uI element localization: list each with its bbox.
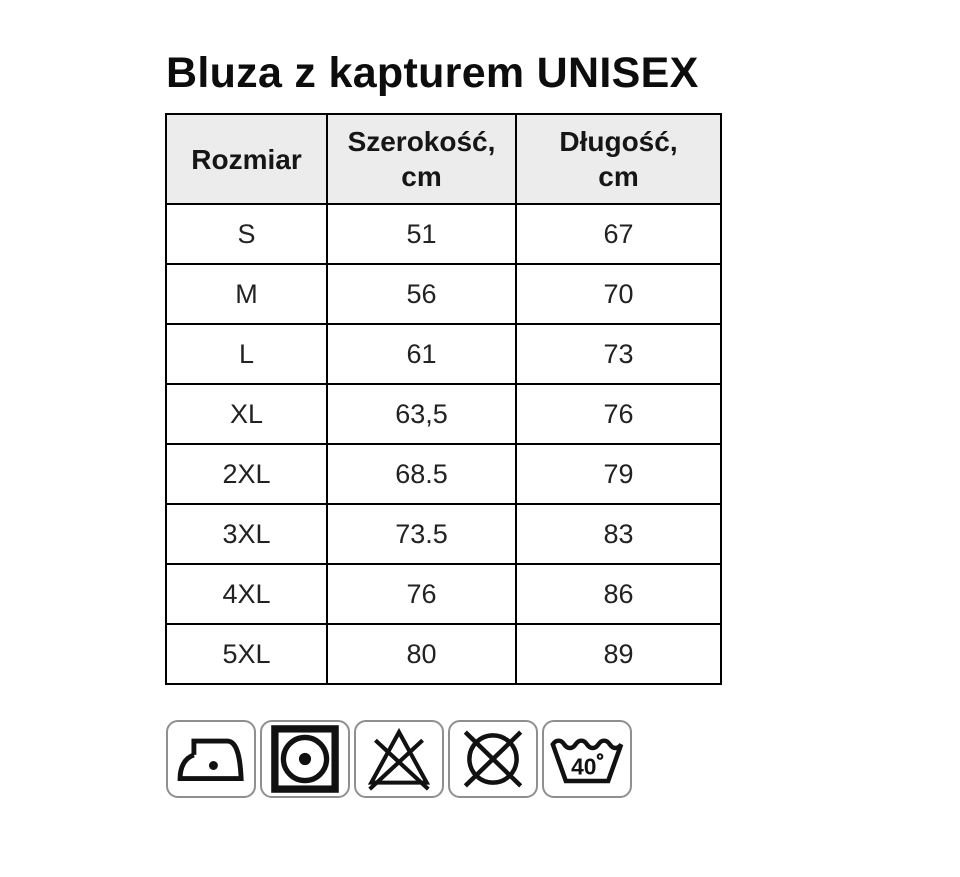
table-row — [166, 264, 721, 324]
size-cell: 3XL — [166, 504, 327, 564]
table-row — [166, 204, 721, 264]
table-row — [166, 624, 721, 684]
width-cell: 73.5 — [327, 504, 516, 564]
width-cell: 68.5 — [327, 444, 516, 504]
table-row — [166, 384, 721, 444]
table-row — [166, 564, 721, 624]
length-cell: 79 — [516, 444, 721, 504]
column-header-length: Długość, cm — [516, 114, 721, 204]
length-cell: 67 — [516, 204, 721, 264]
length-cell: 70 — [516, 264, 721, 324]
length-cell: 76 — [516, 384, 721, 444]
width-cell: 80 — [327, 624, 516, 684]
degree-mark — [598, 754, 603, 759]
care-tile — [448, 720, 538, 798]
width-cell: 51 — [327, 204, 516, 264]
size-cell: XL — [166, 384, 327, 444]
length-cell: 83 — [516, 504, 721, 564]
do-not-bleach-icon — [358, 724, 440, 794]
tumble-dry-one-dot-icon — [264, 724, 346, 794]
column-header-size: Rozmiar — [166, 114, 327, 204]
care-tile — [354, 720, 444, 798]
do-not-dry-clean-icon — [452, 724, 534, 794]
width-cell: 76 — [327, 564, 516, 624]
size-table — [165, 113, 722, 685]
size-cell: 5XL — [166, 624, 327, 684]
column-header-width: Szerokość, cm — [327, 114, 516, 204]
size-cell: S — [166, 204, 327, 264]
size-cell: M — [166, 264, 327, 324]
wash-temp-label: 40 — [571, 753, 597, 780]
size-cell: 2XL — [166, 444, 327, 504]
page-title: Bluza z kapturem UNISEX — [166, 49, 699, 97]
table-row — [166, 504, 721, 564]
width-cell: 56 — [327, 264, 516, 324]
wash-40-degrees-icon — [546, 724, 628, 794]
length-cell: 86 — [516, 564, 721, 624]
length-cell: 89 — [516, 624, 721, 684]
width-cell: 63,5 — [327, 384, 516, 444]
iron-one-dot-icon — [170, 724, 252, 794]
care-symbols-row — [166, 720, 632, 798]
length-cell: 73 — [516, 324, 721, 384]
size-cell: L — [166, 324, 327, 384]
care-tile — [542, 720, 632, 798]
width-cell: 61 — [327, 324, 516, 384]
table-row — [166, 444, 721, 504]
care-tile — [166, 720, 256, 798]
size-cell: 4XL — [166, 564, 327, 624]
table-row — [166, 324, 721, 384]
care-tile — [260, 720, 350, 798]
table-header-row — [166, 114, 721, 204]
